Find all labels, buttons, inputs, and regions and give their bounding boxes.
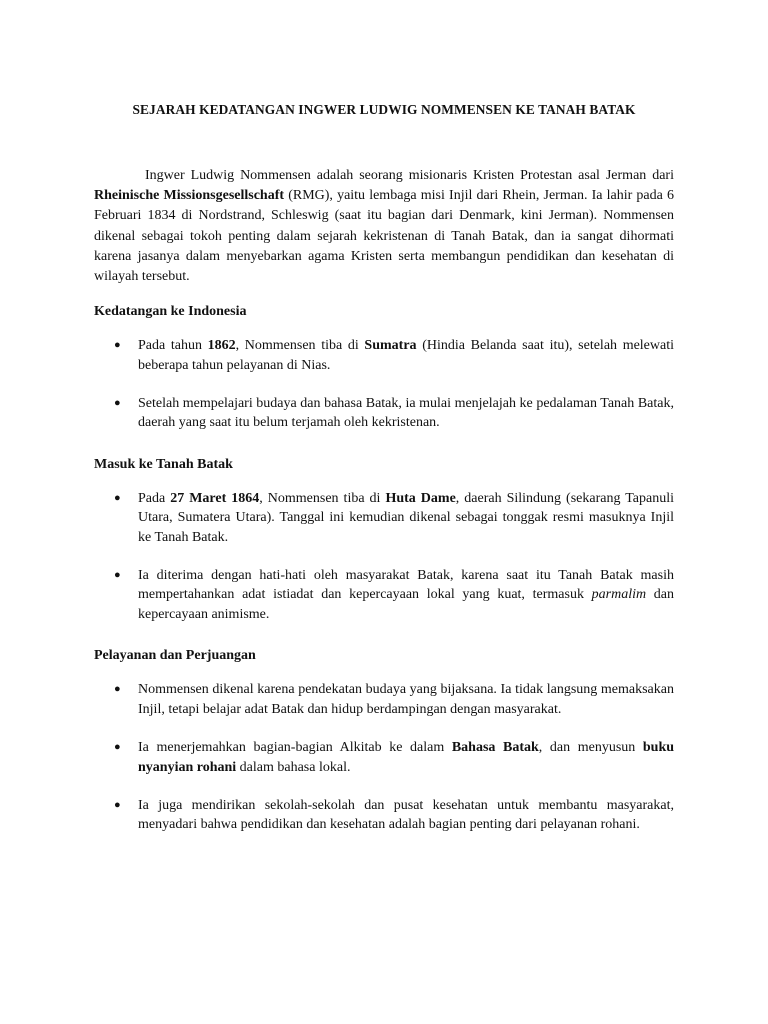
intro-paragraph — [94, 166, 674, 287]
item-text: , dan menyusun — [538, 740, 643, 756]
item-text: dalam bahasa lokal. — [236, 759, 351, 775]
item-text: Pada tahun — [138, 338, 208, 354]
item-text: dan kepercayaan animisme. — [138, 587, 674, 622]
item-bold: Bahasa Batak — [451, 740, 539, 756]
section-list-masuk — [94, 489, 674, 624]
item-bold: buku nyanyian rohani — [138, 740, 675, 775]
section-heading-kedatangan: Kedatangan ke Indonesia — [94, 304, 247, 320]
list-item — [94, 566, 674, 624]
list-item — [94, 489, 674, 547]
bullet-dot-icon: ● — [114, 491, 121, 504]
item-text: , daerah Silindung (sekarang Tapanuli Utara, Sumatera Utara). Tanggal ini kemudian dikenal sebagai tonggak resmi masuknya Injil ke Tanah Batak. — [138, 490, 674, 545]
item-text: Nommensen dikenal karena pendekatan budaya yang bijaksana. Ia tidak langsung memaksakan Injil, tetapi belajar adat Batak dan hidup berdampingan dengan masyarakat. — [138, 682, 674, 717]
item-text: Ia menerjemahkan bagian-bagian Alkitab ke dalam — [138, 740, 452, 756]
list-item — [94, 394, 674, 433]
bullet-dot-icon: ● — [114, 339, 121, 352]
item-bold: 1862 — [207, 338, 236, 354]
list-item — [94, 680, 674, 719]
section-list-pelayanan — [94, 680, 674, 834]
intro-bold-rmg: Rheinische Missionsgesellschaft — [94, 188, 285, 204]
bullet-dot-icon: ● — [114, 741, 121, 754]
intro-text-1: Ingwer Ludwig Nommensen adalah seorang misionaris Kristen Protestan asal Jerman dari — [145, 168, 674, 183]
section-list-kedatangan — [94, 336, 674, 433]
list-item — [94, 796, 674, 835]
bullet-dot-icon: ● — [114, 683, 121, 696]
section-heading-pelayanan: Pelayanan dan Perjuangan — [94, 648, 256, 664]
bullet-dot-icon: ● — [114, 397, 121, 410]
item-bold: Huta Dame — [385, 490, 456, 506]
bullet-dot-icon: ● — [114, 798, 121, 811]
item-text: , Nommensen tiba di — [235, 338, 365, 354]
item-bold: 27 Maret 1864 — [170, 490, 260, 506]
document-title: SEJARAH KEDATANGAN INGWER LUDWIG NOMMENSEN KE TANAH BATAK — [132, 102, 636, 117]
list-item — [94, 738, 674, 777]
list-item — [94, 336, 674, 375]
intro-text-2: (RMG), yaitu lembaga misi Injil dari Rhein, Jerman. Ia lahir pada 6 Februari 1834 di Nordstrand, Schleswig (saat itu bagian dari Denmark, kini Jerman). Nommensen dikenal sebagai tokoh penting dalam sejarah kekristenan di Tanah Batak, dan ia sangat dihormati karena jasanya dalam menyebarkan agama Kristen serta membangun pendidikan dan kesehatan di wilayah tersebut. — [94, 188, 674, 285]
section-heading-masuk: Masuk ke Tanah Batak — [94, 456, 233, 472]
item-text: Ia diterima dengan hati-hati oleh masyarakat Batak, karena saat itu Tanah Batak masih mempertahankan adat istiadat dan kepercayaan lokal yang kuat, termasuk — [138, 568, 674, 603]
item-text: Ia juga mendirikan sekolah-sekolah dan pusat kesehatan untuk membantu masyarakat, menyadari bahwa pendidikan dan kesehatan adalah bagian penting dari pelayanan rohani. — [138, 797, 674, 833]
item-text: Pada — [138, 490, 171, 506]
bullet-dot-icon: ● — [114, 569, 121, 582]
item-bold: Sumatra — [364, 338, 417, 354]
item-text: , Nommensen tiba di — [259, 490, 386, 506]
item-text: Setelah mempelajari budaya dan bahasa Batak, ia mulai menjelajah ke pedalaman Tanah Batak, daerah yang saat itu belum terjamah oleh kekristenan. — [138, 396, 674, 431]
item-italic: parmalim — [591, 587, 647, 603]
item-text: (Hindia Belanda saat itu), setelah melewati beberapa tahun pelayanan di Nias. — [138, 338, 674, 373]
